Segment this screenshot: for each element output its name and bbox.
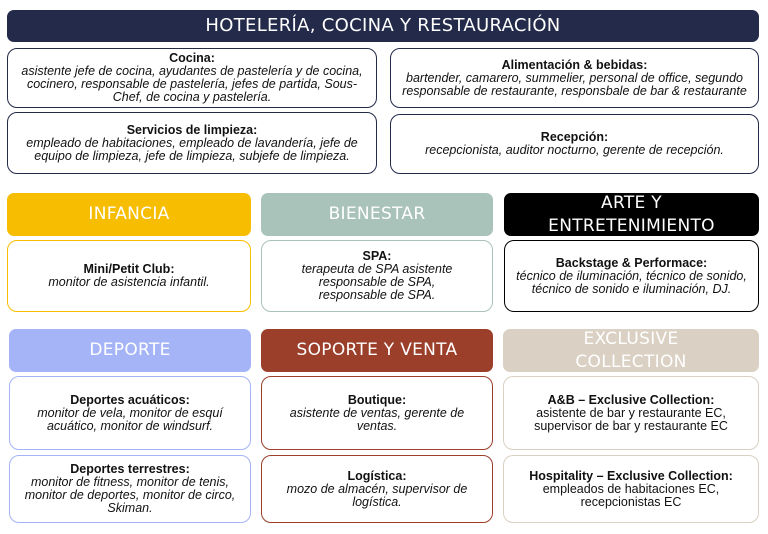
- card-title: Servicios de limpieza:: [126, 122, 258, 137]
- card-logistica: [261, 455, 493, 523]
- card-text: terapeuta de SPA asistente responsable de SPA, responsable de SPA.: [301, 262, 453, 302]
- card-title: Deportes acuáticos:: [70, 392, 190, 407]
- card-title: Recepción:: [540, 130, 609, 144]
- section-header-soporte: SOPORTE Y VENTA: [261, 329, 493, 372]
- card-limpieza: [7, 112, 377, 174]
- card-text: asistente de bar y restaurante EC, supervisor de bar y restaurante EC: [534, 405, 728, 433]
- card-spa: [261, 240, 493, 312]
- card-title: A&B – Exclusive Collection:: [547, 392, 715, 407]
- card-text: monitor de asistencia infantil.: [48, 275, 210, 289]
- card-hospitality-exclusive: [503, 455, 759, 523]
- card-text: monitor de vela, monitor de esquí acuático, monitor de windsurf.: [37, 405, 223, 433]
- card-text: empleados de habitaciones EC, recepcionistas EC: [542, 481, 720, 509]
- card-title: Backstage & Performace:: [555, 255, 708, 270]
- section-header-exclusive: EXCLUSIVE COLLECTION: [503, 329, 759, 372]
- card-text: empleado de habitaciones, empleado de lavandería, jefe de equipo de limpieza, jefe de limpieza, subjefe de limpieza.: [26, 135, 358, 163]
- card-cocina: [7, 48, 377, 108]
- section-header-infancia: INFANCIA: [7, 193, 251, 236]
- card-text: asistente de ventas, gerente de ventas.: [289, 405, 465, 433]
- card-title: Cocina:: [169, 51, 215, 65]
- card-mini-petit-club: [7, 240, 251, 312]
- card-deportes-terrestres: [9, 455, 251, 523]
- card-text: asistente jefe de cocina, ayudantes de pastelería y de cocina, cocinero, responsable de pastelería, jefes de partida, Sous-Chef, de cocina y pastelería.: [21, 64, 363, 104]
- card-ab-exclusive: [503, 376, 759, 450]
- card-text: monitor de fitness, monitor de tenis, monitor de deportes, monitor de circo, Skiman.: [24, 475, 236, 515]
- card-title: Boutique:: [347, 392, 407, 407]
- section-header-arte: ARTE Y ENTRETENIMIENTO: [504, 193, 759, 236]
- section-header-deporte: DEPORTE: [9, 329, 251, 372]
- card-recepcion: [390, 114, 759, 174]
- card-alimentacion: [390, 48, 759, 108]
- card-title: Deportes terrestres:: [70, 462, 190, 476]
- section-header-hoteleria: HOTELERÍA, COCINA Y RESTAURACIÓN: [7, 10, 759, 42]
- card-title: Logística:: [347, 468, 407, 483]
- card-title: Alimentación & bebidas:: [501, 57, 648, 72]
- card-text: recepcionista, auditor nocturno, gerente de recepción.: [425, 143, 724, 157]
- card-text: bartender, camarero, summelier, personal de office, segundo responsable de restaurante, responsbale de bar & restaurante: [402, 70, 747, 98]
- card-title: Hospitality – Exclusive Collection:: [529, 468, 733, 483]
- card-backstage: [504, 240, 759, 312]
- card-deportes-acuaticos: [9, 376, 251, 450]
- card-boutique: [261, 376, 493, 450]
- card-text: técnico de iluminación, técnico de sonido, técnico de sonido e iluminación, DJ.: [516, 268, 747, 296]
- card-text: mozo de almacén, supervisor de logística.: [286, 481, 468, 509]
- card-title: SPA:: [362, 249, 392, 263]
- card-title: Mini/Petit Club:: [83, 262, 175, 276]
- section-header-bienestar: BIENESTAR: [261, 193, 493, 236]
